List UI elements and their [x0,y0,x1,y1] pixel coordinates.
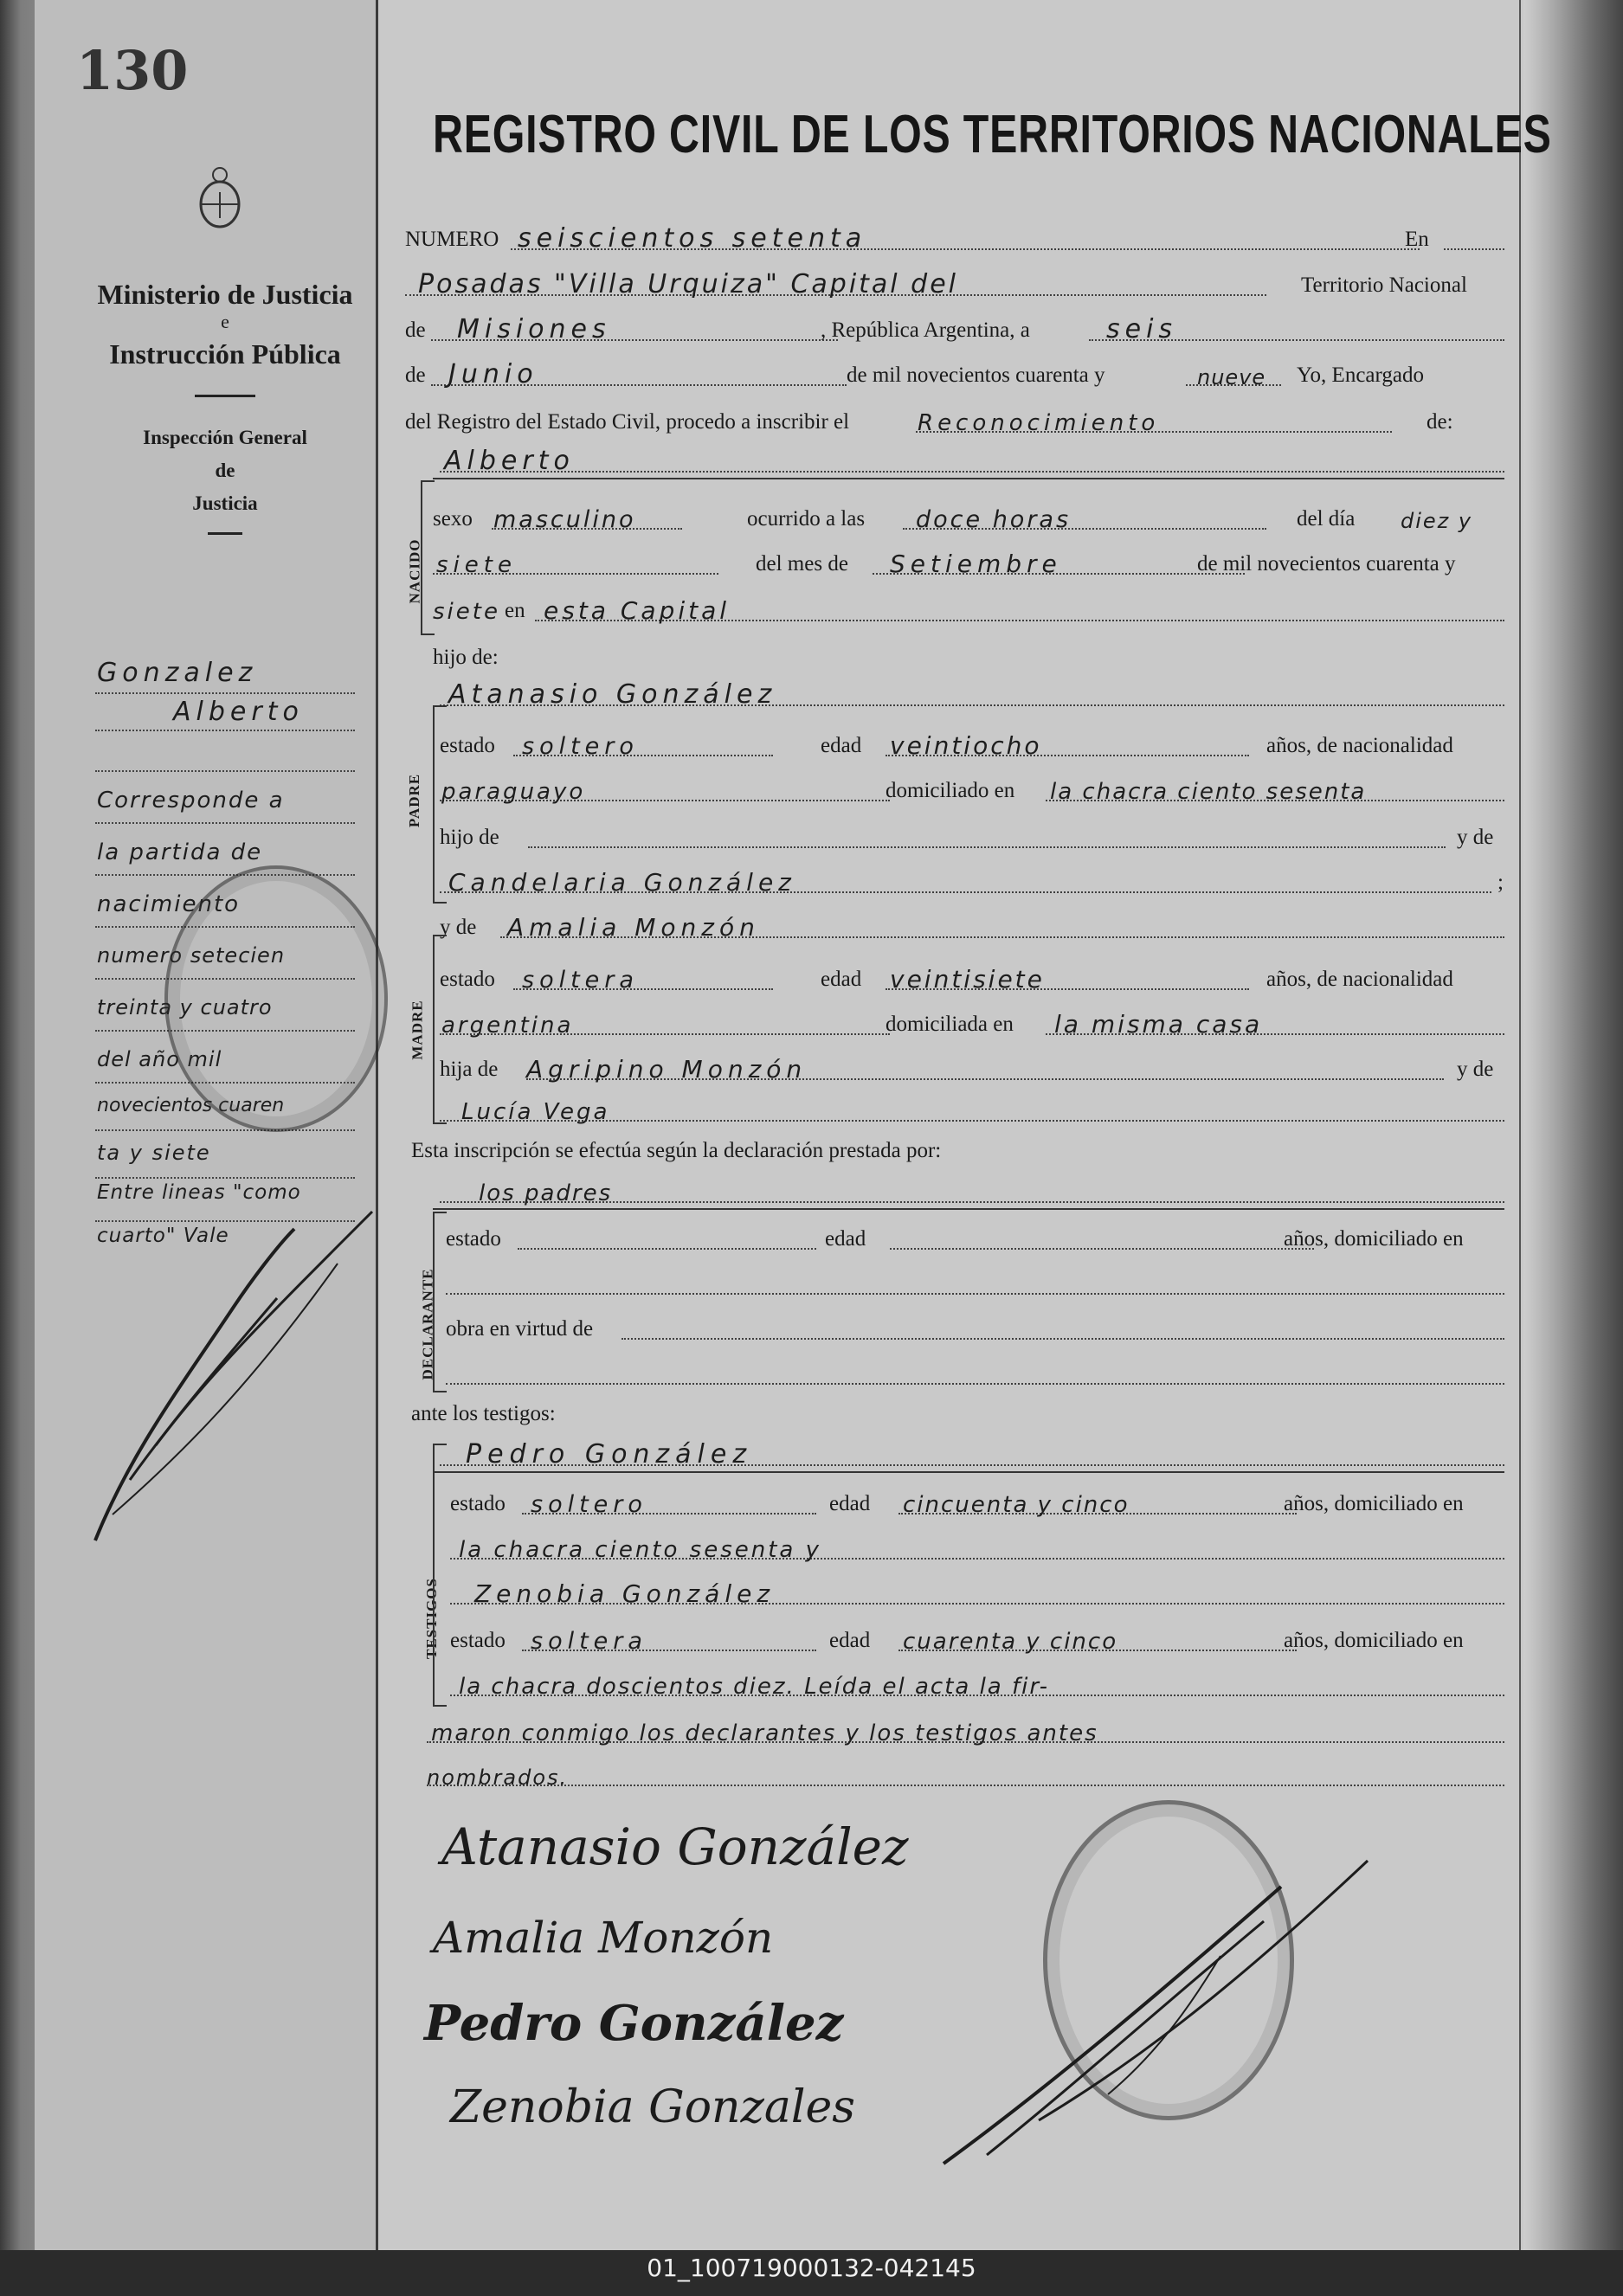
name-dots [440,471,1504,473]
ministry-line-5: de [215,460,235,481]
row-madre-hija [405,1051,1504,1085]
row-padre-estado [405,727,1504,762]
t1-anos-label: años, domiciliado en [1284,1492,1464,1515]
closing-2-value: nombrados. [427,1765,569,1790]
ocurrido-label: ocurrido a las [747,507,866,531]
ministry-divider-2 [208,532,242,535]
t2-name-value: Zenobia González [474,1579,776,1608]
separator-line [433,478,1504,479]
madre-estado-value: soltera [522,967,639,994]
row-province [405,312,1504,346]
padre-name-value: Atanasio González [448,679,777,710]
row-place [405,267,1504,301]
separator-line [433,1208,1504,1210]
numero-value: seiscientos setenta [518,223,867,254]
ministry-line-2: e [221,311,229,332]
margin-note: la partida de [97,839,263,865]
margin-note: Entre lineas "como [97,1181,301,1204]
madre-side-label: MADRE [409,1000,426,1060]
padre-side-label: PADRE [406,773,423,828]
row-padre-hijo [405,819,1504,853]
t1-dom-value: la chacra ciento sesenta y [459,1537,822,1563]
t2-anos-label: años, domiciliado en [1284,1629,1464,1652]
row-sexo [405,500,1504,535]
right-rule [1519,0,1521,2250]
row-t1-name [405,1437,1504,1471]
margin-note: cuarto" Vale [97,1225,229,1247]
coat-of-arms-icon [195,166,245,230]
name-value: Alberto [444,446,575,476]
obra-label: obra en virtud de [446,1317,594,1341]
ministry-heading [82,279,368,559]
declarante-extra-dots [446,1383,1504,1385]
row-t1-estado [405,1485,1504,1520]
hijo-label: hijo de: [433,646,499,669]
territorio-label: Territorio Nacional [1301,273,1467,297]
row-testigos-intro [411,1395,1510,1430]
page-stack-edge [1523,0,1623,2250]
margin-note: treinta y cuatro [97,995,273,1019]
margin-line [95,730,355,731]
folio-number: 130 [76,39,189,102]
declarante-edad-label: edad [825,1227,866,1251]
madre-dom-label: domiciliada en [886,1013,1014,1036]
padre-semicolon: ; [1497,871,1504,894]
padre-estado-value: soltero [522,733,639,760]
row-mes [405,545,1504,580]
signature: Zenobia Gonzales [450,2081,855,2133]
margin-note: Alberto [173,697,304,727]
ministry-line-6: Justicia [192,492,258,514]
document-id: 01_100719000132-042145 [647,2254,976,2282]
row-madre-estado [405,961,1504,995]
registro-label: del Registro del Estado Civil, procedo a inscribir el [405,410,850,434]
declarante-anos-label: años, domiciliado en [1284,1227,1464,1251]
act-value: Reconocimiento [918,410,1160,436]
margin-note: Gonzalez [97,658,258,688]
row-t1-dom [405,1530,1504,1565]
margin-seal-stamp [164,865,388,1132]
padre-yde-label: y de [1457,826,1494,849]
t1-estado-label: estado [450,1492,506,1515]
signature: Atanasio González [441,1817,909,1876]
padre-hijo-label: hijo de [440,826,499,849]
margin-note: Corresponde a [97,788,285,814]
obra-dots [622,1338,1504,1340]
padre-dom-label: domiciliado en [886,779,1015,802]
padre-edad-value: veintiocho [890,731,1042,760]
margin-line [95,692,355,694]
year-value: nueve [1197,365,1266,389]
de-label-2: de [405,363,426,387]
margin-line [95,770,355,772]
en-label-2: en [505,599,525,622]
place-value: Posadas "Villa Urquiza" Capital del [418,269,959,299]
en-dots [1444,248,1504,250]
mil-label-2: de mil novecientos cuarenta y [1197,552,1456,576]
row-declarante-extra [405,1355,1504,1390]
madre-hija-label: hija de [440,1058,499,1081]
margin-rule [376,0,378,2250]
padre-anos-label: años, de nacionalidad [1266,734,1453,757]
row-madre-name [405,909,1504,943]
padre-estado-label: estado [440,734,495,757]
nacido-side-label: NACIDO [406,538,423,604]
row-declarante-dom [405,1265,1504,1300]
declarante-estado-dots [518,1248,816,1250]
row-t2-dom [405,1667,1504,1701]
margin-note: del año mil [97,1047,222,1071]
row-closing-2 [405,1757,1504,1791]
en-label: En [1405,228,1429,251]
sexo-value: masculino [493,506,636,533]
declarante-estado-label: estado [446,1227,501,1251]
t2-dom-value: la chacra doscientos diez. Leída el acta la fir- [459,1674,1050,1700]
row-lugar [405,592,1504,627]
madre-parent2-value: Lucía Vega [461,1099,610,1125]
del-dia-label: del día [1297,507,1356,531]
row-madre-dom [405,1006,1504,1040]
t1-edad-value: cincuenta y cinco [903,1492,1130,1518]
margin-note: ta y siete [97,1141,211,1165]
t1-name-value: Pedro González [466,1439,753,1470]
declaracion-intro-label: Esta inscripción se efectúa según la declaración prestada por: [411,1139,942,1162]
t2-edad-value: cuarenta y cinco [903,1629,1118,1655]
madre-name-value: Amalia Monzón [507,913,760,942]
row-padre-dom [405,772,1504,807]
declarante-value: los padres [479,1180,613,1206]
anio-value: siete [433,599,500,625]
madre-yde-label: y de [440,916,477,939]
padre-nac-value: paraguayo [441,779,586,805]
ministry-line-1: Ministerio de Justicia [97,279,353,310]
margin-note: numero setecien [97,943,286,968]
row-hijo [405,639,1504,673]
mes-value: Setiembre [890,550,1062,578]
ministry-divider [195,395,255,397]
closing-1-value: maron conmigo los declarantes y los testigos antes [431,1720,1098,1746]
dia-value: diez y [1401,509,1473,533]
margin-note: novecientos cuaren [97,1095,285,1116]
de-label: de [405,318,426,342]
sexo-label: sexo [433,507,473,531]
t1-edad-label: edad [829,1492,871,1515]
padre-hijo-dots [528,846,1446,848]
signature: Pedro González [424,1995,844,2052]
t2-estado-value: soltera [531,1628,647,1655]
separator-line [433,1471,1504,1473]
declarante-edad-dots [890,1248,1314,1250]
padre-parent-value: Candelaria González [448,868,796,897]
padre-dom-value: la chacra ciento sesenta [1050,779,1367,805]
ministry-line-4: Inspección General [143,427,307,448]
margin-signature-flourish [78,1194,390,1558]
madre-dom-value: la misma casa [1054,1010,1263,1039]
margin-line [95,822,355,824]
madre-estado-label: estado [440,968,495,991]
row-t2-name [405,1575,1504,1610]
de-colon-label: de: [1427,410,1453,434]
hora-value: doce horas [916,506,1072,533]
row-declarante-estado [405,1220,1504,1255]
day-value: seis [1106,314,1178,344]
testigos-side-label: TESTIGOS [423,1578,440,1659]
lugar-value: esta Capital [544,596,731,625]
month-value: Junio [448,359,538,389]
page-title: REGISTRO CIVIL DE LOS TERRITORIOS NACIONALES [433,105,1552,164]
mil-label: de mil novecientos cuarenta y [847,363,1105,387]
republica-label: , República Argentina, a [821,318,1030,342]
row-declaracion-intro [411,1132,1510,1167]
ministry-line-3: Instrucción Pública [109,338,341,370]
margin-line [95,1177,355,1179]
t2-edad-label: edad [829,1629,871,1652]
madre-anos-label: años, de nacionalidad [1266,968,1453,991]
row-registro [405,403,1504,438]
t2-estado-label: estado [450,1629,506,1652]
signature: Amalia Monzón [433,1913,774,1963]
t1-estado-value: soltero [531,1491,647,1518]
province-value: Misiones [457,314,611,344]
madre-parent-value: Agripino Monzón [526,1055,808,1084]
margin-line [95,1129,355,1131]
row-declarante-obra [405,1310,1504,1345]
numero-label: NUMERO [405,228,499,251]
declarante-side-label: DECLARANTE [419,1268,436,1380]
testigos-intro-label: ante los testigos: [411,1402,556,1425]
official-signature-flourish [935,1835,1385,2181]
row-closing-1 [405,1714,1504,1748]
row-declarante-name [405,1174,1504,1208]
dia-value-2: siete [436,552,517,578]
padre-edad-label: edad [821,734,862,757]
declarante-dom-dots [446,1293,1504,1295]
row-padre-parent [405,864,1504,898]
madre-edad-value: veintisiete [890,965,1045,994]
yo-label: Yo, Encargado [1297,363,1424,387]
madre-yde2-label: y de [1457,1058,1494,1081]
madre-nac-value: argentina [441,1013,574,1039]
row-t2-estado [405,1622,1504,1656]
margin-note: nacimiento [97,891,241,917]
mes-label: del mes de [756,552,848,576]
row-name [405,443,1504,478]
row-numero [405,221,1504,255]
row-date [405,357,1504,391]
row-padre-name [405,677,1504,711]
row-madre-parent2 [405,1092,1504,1127]
closing-2-dots [427,1785,1504,1786]
madre-edad-label: edad [821,968,862,991]
